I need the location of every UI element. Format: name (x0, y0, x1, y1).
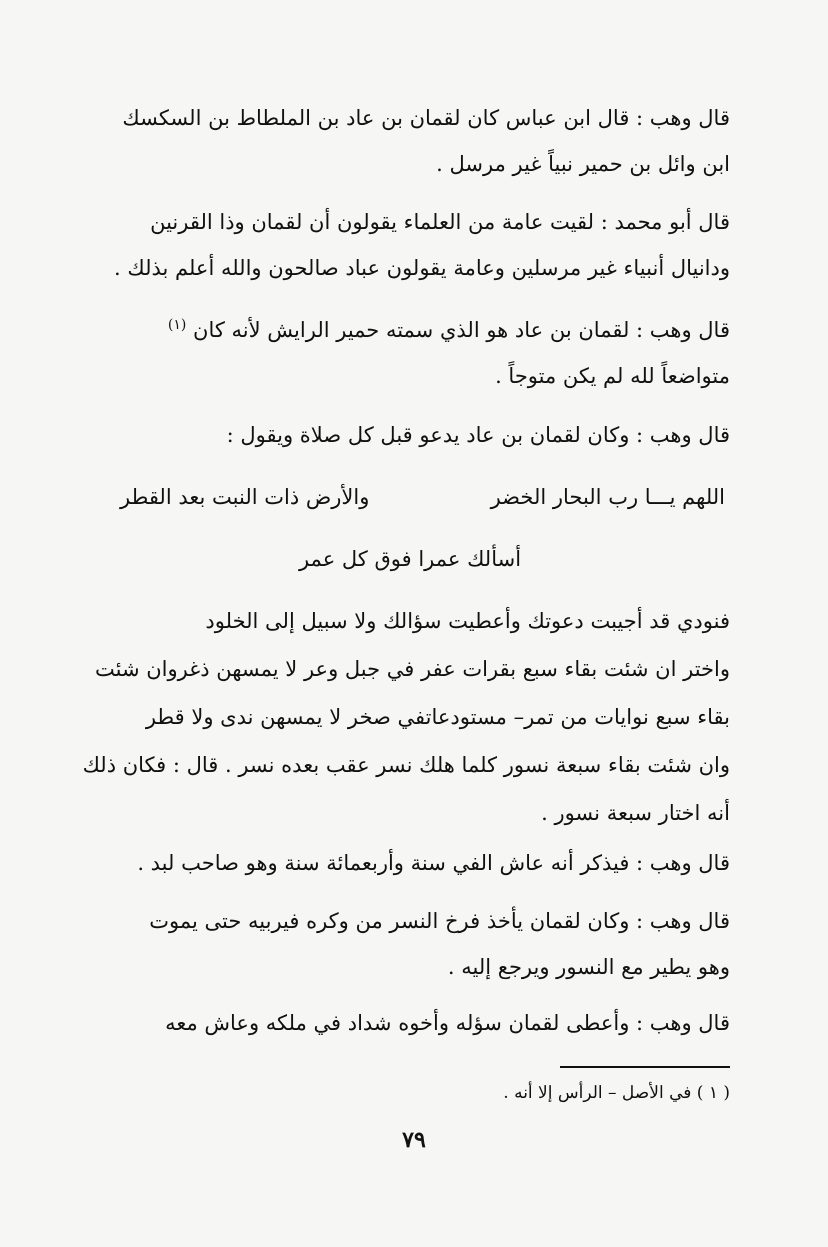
text-line (90, 302, 730, 353)
paragraph-6 (90, 840, 730, 886)
poem-verse (120, 474, 725, 520)
text-line: وهو يطير مع النسور ويرجع إليه . (447, 955, 730, 979)
text-line: قال وهب : وأعطى لقمان سؤله وأخوه شداد في ملكه وعاش معه (165, 1011, 730, 1035)
text-line: بقاء سبع نوايات من تمر– مستودعاتفي صخر لا يمسهن ندى ولا قطر (145, 705, 730, 729)
paragraph-7 (90, 898, 730, 990)
text-line: متواضعاً لله لم يكن متوجاً . (495, 364, 730, 388)
paragraph-1 (90, 95, 730, 187)
text-line: ودانيال أنبياء غير مرسلين وعامة يقولون عباد صالحون والله أعلم بذلك . (114, 256, 730, 280)
paragraph-4 (90, 412, 730, 458)
verse-hemistich-second: والأرض ذات النبت بعد القطر (120, 485, 370, 509)
paragraph-2 (90, 199, 730, 291)
text-line: قال وهب : وكان لقمان بن عاد يدعو قبل كل صلاة ويقول : (226, 423, 730, 447)
paragraph-3 (90, 302, 730, 399)
paragraph-5 (82, 597, 730, 837)
text-line: واختر ان شئت بقاء سبع بقرات عفر في جبل وعر لا يمسهن ذغروان شئت (95, 657, 730, 681)
text-line: وان شئت بقاء سبعة نسور كلما هلك نسر عقب بعده نسر . قال : فكان ذلك (82, 753, 730, 777)
text-line: قال وهب : قال ابن عباس كان لقمان بن عاد بن الملطاط بن السكسك (122, 106, 730, 130)
verse-center-line: أسألك عمرا فوق كل عمر (298, 547, 522, 571)
footnote: ( ١ ) في الأصل – الرأس إلا أنه . (503, 1083, 730, 1103)
footnote-divider (560, 1066, 730, 1068)
verse-hemistich-first: اللهم يـــا رب البحار الخضر (490, 485, 725, 509)
text-line: قال أبو محمد : لقيت عامة من العلماء يقولون أن لقمان وذا القرنين (150, 210, 730, 234)
page-number: ٧٩ (402, 1127, 426, 1153)
footnote-reference: (١) (167, 317, 187, 333)
text-line: قال وهب : فيذكر أنه عاش الفي سنة وأربعمائة سنة وهو صاحب لبد . (137, 851, 730, 875)
text-line: ابن وائل بن حمير نبياً غير مرسل . (436, 152, 730, 176)
text-line: فنودي قد أجيبت دعوتك وأعطيت سؤالك ولا سبيل إلى الخلود (205, 609, 730, 633)
paragraph-8 (90, 1000, 730, 1046)
text-line: قال وهب : وكان لقمان يأخذ فرخ النسر من وكره فيربيه حتى يموت (149, 909, 730, 933)
text-line-content: قال وهب : لقمان بن عاد هو الذي سمته حمير الرايش لأنه كان (193, 318, 730, 342)
text-line: أنه اختار سبعة نسور . (541, 801, 730, 825)
